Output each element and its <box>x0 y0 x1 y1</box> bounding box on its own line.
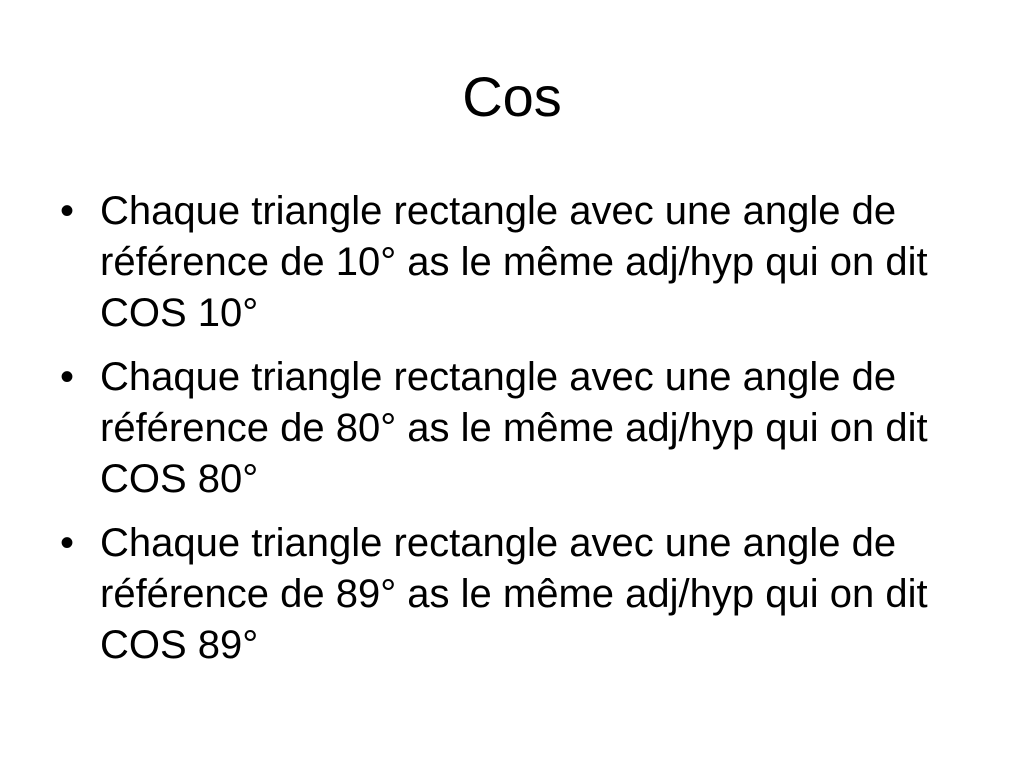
bullet-icon: • <box>60 521 75 565</box>
bullet-icon: • <box>60 189 75 233</box>
slide-title: Cos <box>462 65 562 128</box>
bullet-text: Chaque triangle rectangle avec une angle de référence de 80° as le même adj/hyp qui on dit COS 80° <box>100 355 928 501</box>
bullet-item <box>56 352 976 505</box>
bullet-item <box>56 518 976 671</box>
bullet-text: Chaque triangle rectangle avec une angle de référence de 10° as le même adj/hyp qui on dit COS 10° <box>100 189 928 335</box>
bullet-text: Chaque triangle rectangle avec une angle de référence de 89° as le même adj/hyp qui on dit COS 89° <box>100 521 928 667</box>
bullet-item <box>56 186 976 339</box>
bullet-list <box>56 186 976 684</box>
bullet-icon: • <box>60 355 75 399</box>
